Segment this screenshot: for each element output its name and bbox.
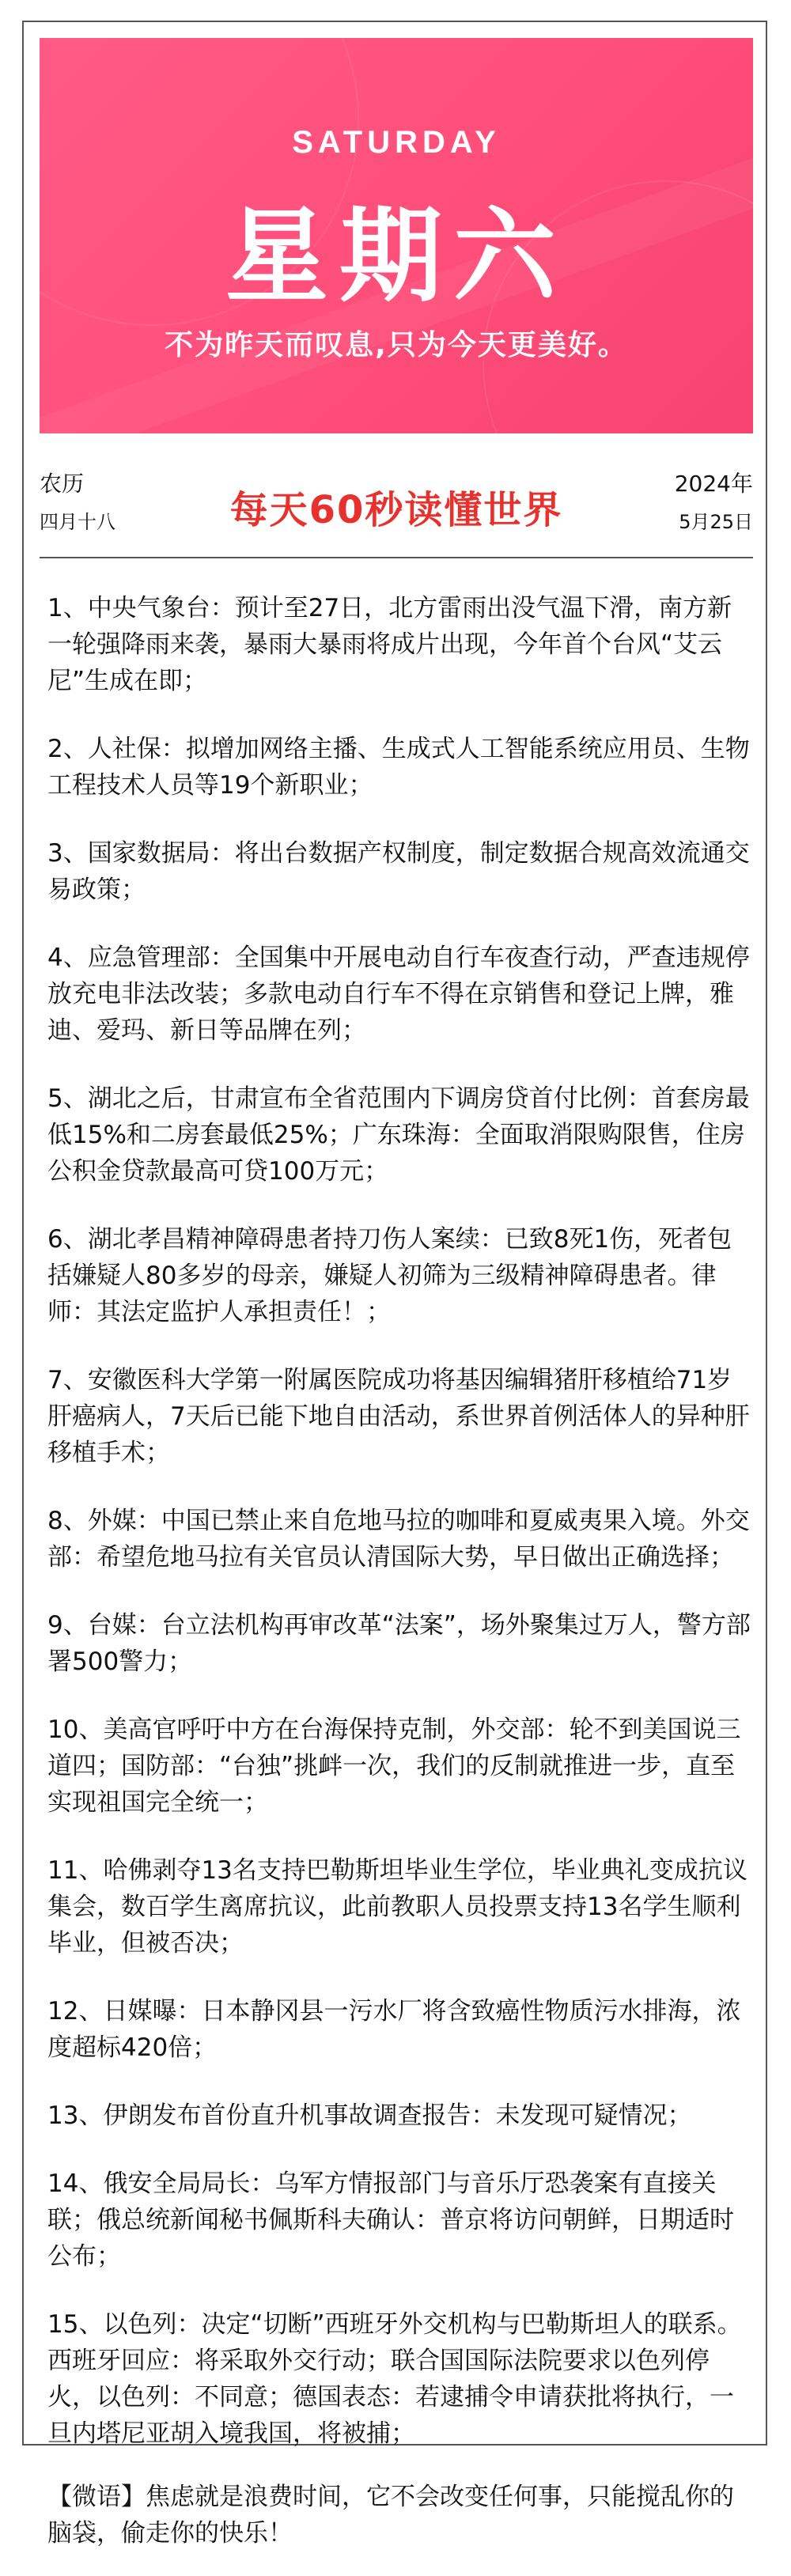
news-list	[47, 590, 751, 2576]
page-title: 每天60秒读懂世界	[229, 488, 563, 532]
page-frame	[22, 21, 767, 2548]
news-item: 13、伊朗发布首份直升机事故调查报告：未发现可疑情况；	[47, 2101, 692, 2130]
banner-slogan: 不为昨天而叹息,只为今天更美好。	[165, 329, 628, 361]
news-item: 12、日媒曝：日本静冈县一污水厂将含致癌性物质污水排海，浓度超标420倍；	[47, 1997, 741, 2062]
lunar-date: 四月十八	[40, 511, 115, 533]
news-item: 10、美高官呼吁中方在台海保持克制，外交部：轮不到美国说三道四；国防部：“台独”挑衅一次，我们的反制就推进一步，直至实现祖国完全统一；	[47, 1715, 741, 1817]
news-item: 4、应急管理部：全国集中开展电动自行车夜查行动，严查违规停放充电非法改装；多款电动自行车不得在京销售和登记上牌，雅迪、爱玛、新日等品牌在列；	[47, 944, 750, 1045]
news-item: 3、国家数据局：将出台数据产权制度，制定数据合规高效流通交易政策；	[47, 839, 750, 904]
news-item: 8、外媒：中国已禁止来自危地马拉的咖啡和夏威夷果入境。外交部：希望危地马拉有关官员认清国际大势，早日做出正确选择；	[47, 1507, 750, 1572]
weekday-banner	[40, 38, 753, 433]
daily-quote: 【微语】焦虑就是浪费时间，它不会改变任何事，只能搅乱你的脑袋，偷走你的快乐！	[47, 2483, 734, 2548]
news-item: 2、人社保：拟增加网络主播、生成式人工智能系统应用员、生物工程技术人员等19个新职业；	[47, 735, 750, 800]
news-item: 9、台媒：台立法机构再审改革“法案”，场外聚集过万人，警方部署500警力；	[47, 1611, 751, 1676]
news-item: 7、安徽医科大学第一附属医院成功将基因编辑猪肝移植给71岁肝癌病人，7天后已能下地自由活动，系世界首例活体人的异种肝移植手术；	[47, 1366, 750, 1467]
news-item: 5、湖北之后，甘肃宣布全省范围内下调房贷首付比例：首套房最低15%和二房套最低25%；广东珠海：全面取消限购限售，住房公积金贷款最高可贷100万元；	[47, 1084, 750, 1186]
news-item: 14、俄安全局局长：乌军方情报部门与音乐厅恐袭案有直接关联；俄总统新闻秘书佩斯科夫确认：普京将访问朝鲜，日期适时公布；	[47, 2169, 734, 2271]
year-label: 2024年	[674, 471, 753, 497]
date-header	[40, 456, 753, 543]
weekday-chinese: 星期六	[225, 196, 567, 316]
weekday-english: SATURDAY	[292, 125, 501, 160]
news-item: 11、哈佛剥夺13名支持巴勒斯坦毕业生学位，毕业典礼变成抗议集会，数百学生离席抗议，此前教职人员投票支持13名学生顺利毕业，但被否决；	[47, 1856, 747, 1958]
news-item: 1、中央气象台：预计至27日，北方雷雨出没气温下滑，南方新一轮强降雨来袭，暴雨大暴雨将成片出现，今年首个台风“艾云尼”生成在即；	[47, 594, 732, 695]
news-item: 15、以色列：决定“切断”西班牙外交机构与巴勒斯坦人的联系。西班牙回应：将采取外交行动；联合国国际法院要求以色列停火，以色列：不同意；德国表态：若逮捕令申请获批将执行，一旦内塔尼亚胡入境我国，将被捕；	[47, 2310, 742, 2448]
month-day-date: 5月25日	[679, 511, 753, 533]
lunar-label: 农历	[40, 471, 85, 497]
header-divider	[40, 557, 753, 558]
news-item: 6、湖北孝昌精神障碍患者持刀伤人案续：已致8死1伤，死者包括嫌疑人80多岁的母亲，嫌疑人初筛为三级精神障碍患者。律师：其法定监护人承担责任！；	[47, 1225, 732, 1326]
